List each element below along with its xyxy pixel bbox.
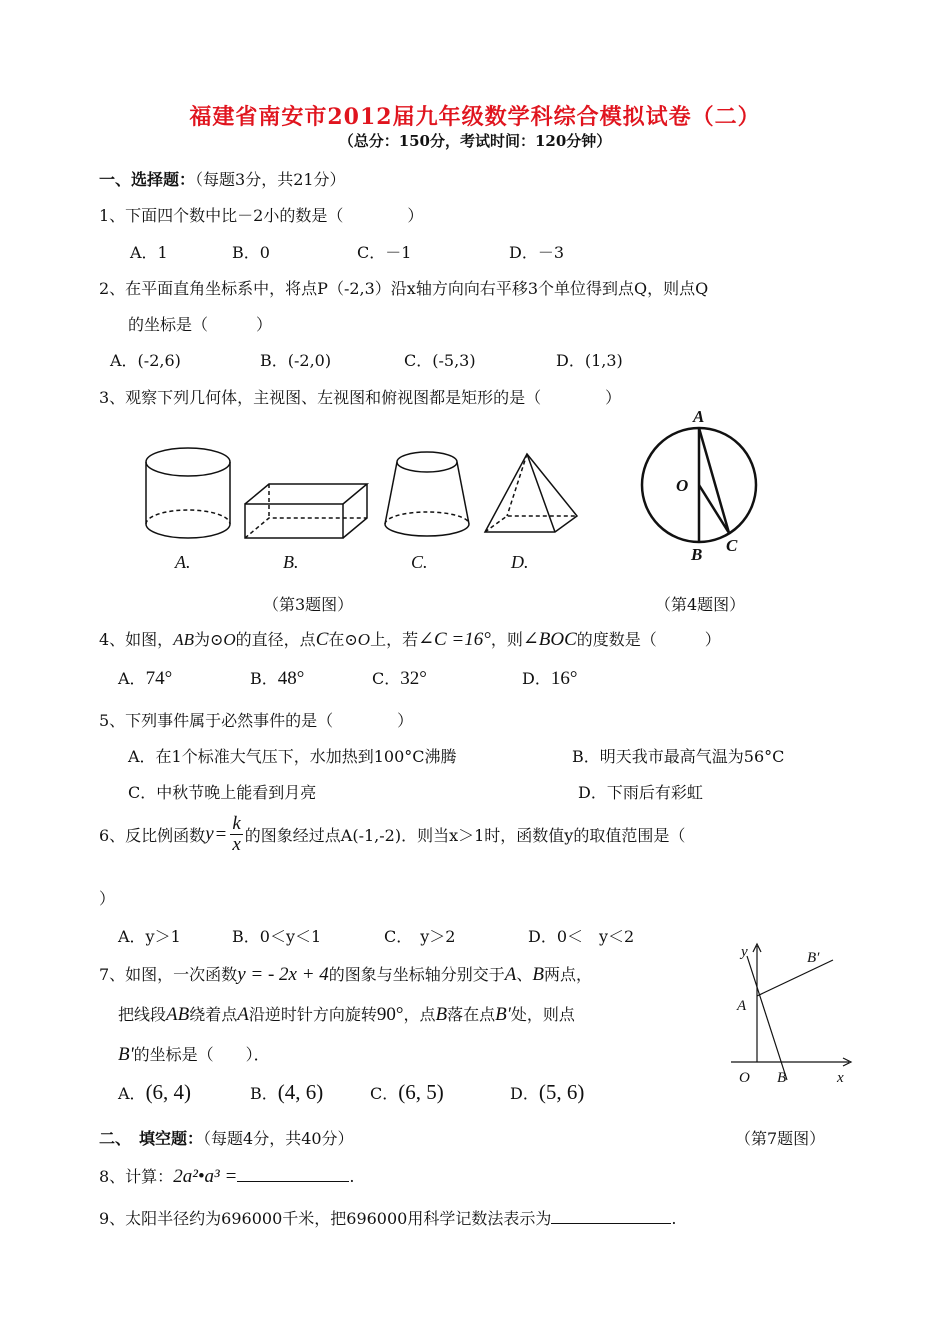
point-label-b-prime: B′ — [807, 950, 820, 966]
point-label-o: O — [676, 476, 689, 495]
figure-caption: （第7题图） — [735, 1129, 826, 1148]
option-a: A．y＞1 — [118, 927, 181, 946]
question-9: 9、太阳半径约为696000千米，把696000用科学记数法表示为 . — [99, 1209, 677, 1228]
cylinder-shape — [146, 448, 230, 538]
question-2-line2: 的坐标是（ ） — [128, 315, 273, 334]
option-c: C．(6, 5) — [370, 1080, 444, 1104]
option-a: A．在1个标准大气压下，水加热到100°C沸腾 — [128, 747, 457, 766]
shape-label-d: D. — [511, 552, 529, 572]
point-a: A — [504, 964, 517, 985]
solids-figure — [135, 440, 595, 580]
question-7-line2: 把线段AB绕着点A沿逆时针方向旋转90°，点B落在点B′处，则点 — [118, 1004, 575, 1025]
question-7-line3: B'的坐标是（ ）． — [118, 1044, 270, 1065]
point-label-c: C — [726, 536, 738, 555]
page-subtitle: （总分：150分，考试时间：120分钟） — [338, 132, 612, 150]
option-c: C．(-5,3) — [404, 351, 476, 370]
segment-ab: AB — [173, 630, 194, 649]
question-8: 8、计算：2a²•a³ = . — [99, 1166, 355, 1187]
frustum-shape — [385, 452, 469, 536]
option-a: A．(6, 4) — [118, 1080, 192, 1104]
q4-text: 上，若 — [370, 630, 419, 649]
section-heading — [99, 167, 346, 190]
option-d: D．(1,3) — [556, 351, 623, 370]
point-o: O — [357, 630, 371, 649]
circle-figure — [636, 405, 766, 565]
point-a: A — [237, 1004, 249, 1025]
point-b: B — [532, 964, 545, 985]
expression: 2a²•a³ = — [173, 1166, 238, 1187]
section-heading — [99, 1126, 354, 1149]
point-label-a: A — [737, 998, 747, 1014]
question-6-line2: ） — [99, 889, 116, 908]
q4-text: 为⊙ — [193, 630, 224, 649]
question-4 — [99, 627, 721, 651]
point-b-prime: B' — [118, 1044, 134, 1065]
pyramid-shape — [485, 454, 577, 532]
rotation-angle: 90° — [376, 1004, 404, 1025]
option-b: B．明天我市最高气温为56°C — [572, 747, 785, 766]
figure-caption: （第3题图） — [263, 595, 354, 614]
section-label: 二、 填空题： — [99, 1129, 204, 1148]
option-a: A．74° — [118, 668, 173, 689]
point-b-prime: B′ — [495, 1004, 511, 1025]
linear-function: y = - 2x + 4 — [237, 964, 329, 985]
point-label-a: A — [693, 407, 705, 426]
question-6: 6、反比例函数y = $\frac{k}{x}$ 的图象经过点A(-1,-2)．则当x＞1时，函数值y的取值范围是（ — [99, 813, 686, 855]
q4-text: 的直径，点 — [235, 630, 316, 649]
axis-label-y: y — [741, 944, 748, 960]
answer-blank[interactable] — [551, 1207, 671, 1224]
question-3: 3、观察下列几何体，主视图、左视图和俯视图都是矩形的是（ ） — [99, 388, 622, 407]
point-b: B — [435, 1004, 448, 1025]
coordinate-figure — [725, 938, 855, 1086]
option-b: B．48° — [250, 668, 305, 689]
point-o: O — [223, 630, 236, 649]
section-note: （每题3分，共21分） — [195, 170, 346, 189]
option-c: C． y＞2 — [384, 927, 456, 946]
axis-label-x: x — [837, 1070, 844, 1086]
question-2-line1: 2、在平面直角坐标系中，将点P（-2,3）沿x轴方向向右平移3个单位得到点Q，则点Q — [99, 279, 709, 298]
option-d: D．－3 — [509, 243, 565, 262]
q4-text: 在⊙ — [328, 630, 358, 649]
segment-ab: AB — [166, 1004, 190, 1025]
option-a: A．(-2,6) — [110, 351, 181, 370]
option-a: A．1 — [130, 243, 168, 262]
option-b: B．(-2,0) — [260, 351, 332, 370]
point-c: C — [315, 629, 329, 650]
answer-blank[interactable] — [237, 1165, 349, 1182]
option-d: D．(5, 6) — [510, 1080, 585, 1104]
question-1: 1、下面四个数中比－2小的数是（ ） — [99, 206, 424, 225]
shape-label-b: B. — [283, 552, 299, 572]
q4-text: 4、如图， — [99, 630, 174, 649]
var-y: y — [205, 823, 214, 845]
angle-c: ∠C =16° — [418, 629, 491, 650]
option-c: C．中秋节晚上能看到月亮 — [128, 783, 317, 802]
point-label-o: O — [739, 1070, 750, 1086]
section-label: 一、选择题： — [99, 170, 196, 189]
option-c: C．32° — [372, 668, 427, 689]
option-b: B．0 — [232, 243, 270, 262]
option-b: B．0＜y＜1 — [232, 927, 322, 946]
figure-caption: （第4题图） — [655, 595, 746, 614]
shape-label-a: A. — [175, 552, 191, 572]
option-b: B．(4, 6) — [250, 1080, 324, 1104]
point-label-b: B — [777, 1070, 787, 1086]
option-d: D．下雨后有彩虹 — [578, 783, 703, 802]
option-c: C．－1 — [357, 243, 412, 262]
shape-label-c: C. — [411, 552, 428, 572]
section-note: （每题4分，共40分） — [203, 1129, 354, 1148]
option-d: D．16° — [522, 668, 578, 689]
page-title: 福建省南安市2012届九年级数学科综合模拟试卷（二） — [189, 104, 761, 130]
fraction-k-over-x: $\frac{k}{x}$ — [232, 813, 241, 855]
question-7-line1: 7、如图，一次函数y = - 2x + 4的图象与坐标轴分别交于A、B两点， — [99, 964, 593, 985]
question-5: 5、下列事件属于必然事件的是（ ） — [99, 711, 414, 730]
point-label-b: B — [691, 545, 703, 564]
cuboid-shape — [245, 484, 367, 538]
angle-boc: ∠BOC — [522, 629, 577, 650]
equals-sign: = — [215, 823, 227, 845]
option-d: D．0＜ y＜2 — [528, 927, 635, 946]
q4-text: ，则 — [490, 630, 523, 649]
q4-text: 的度数是（ ） — [576, 630, 721, 649]
